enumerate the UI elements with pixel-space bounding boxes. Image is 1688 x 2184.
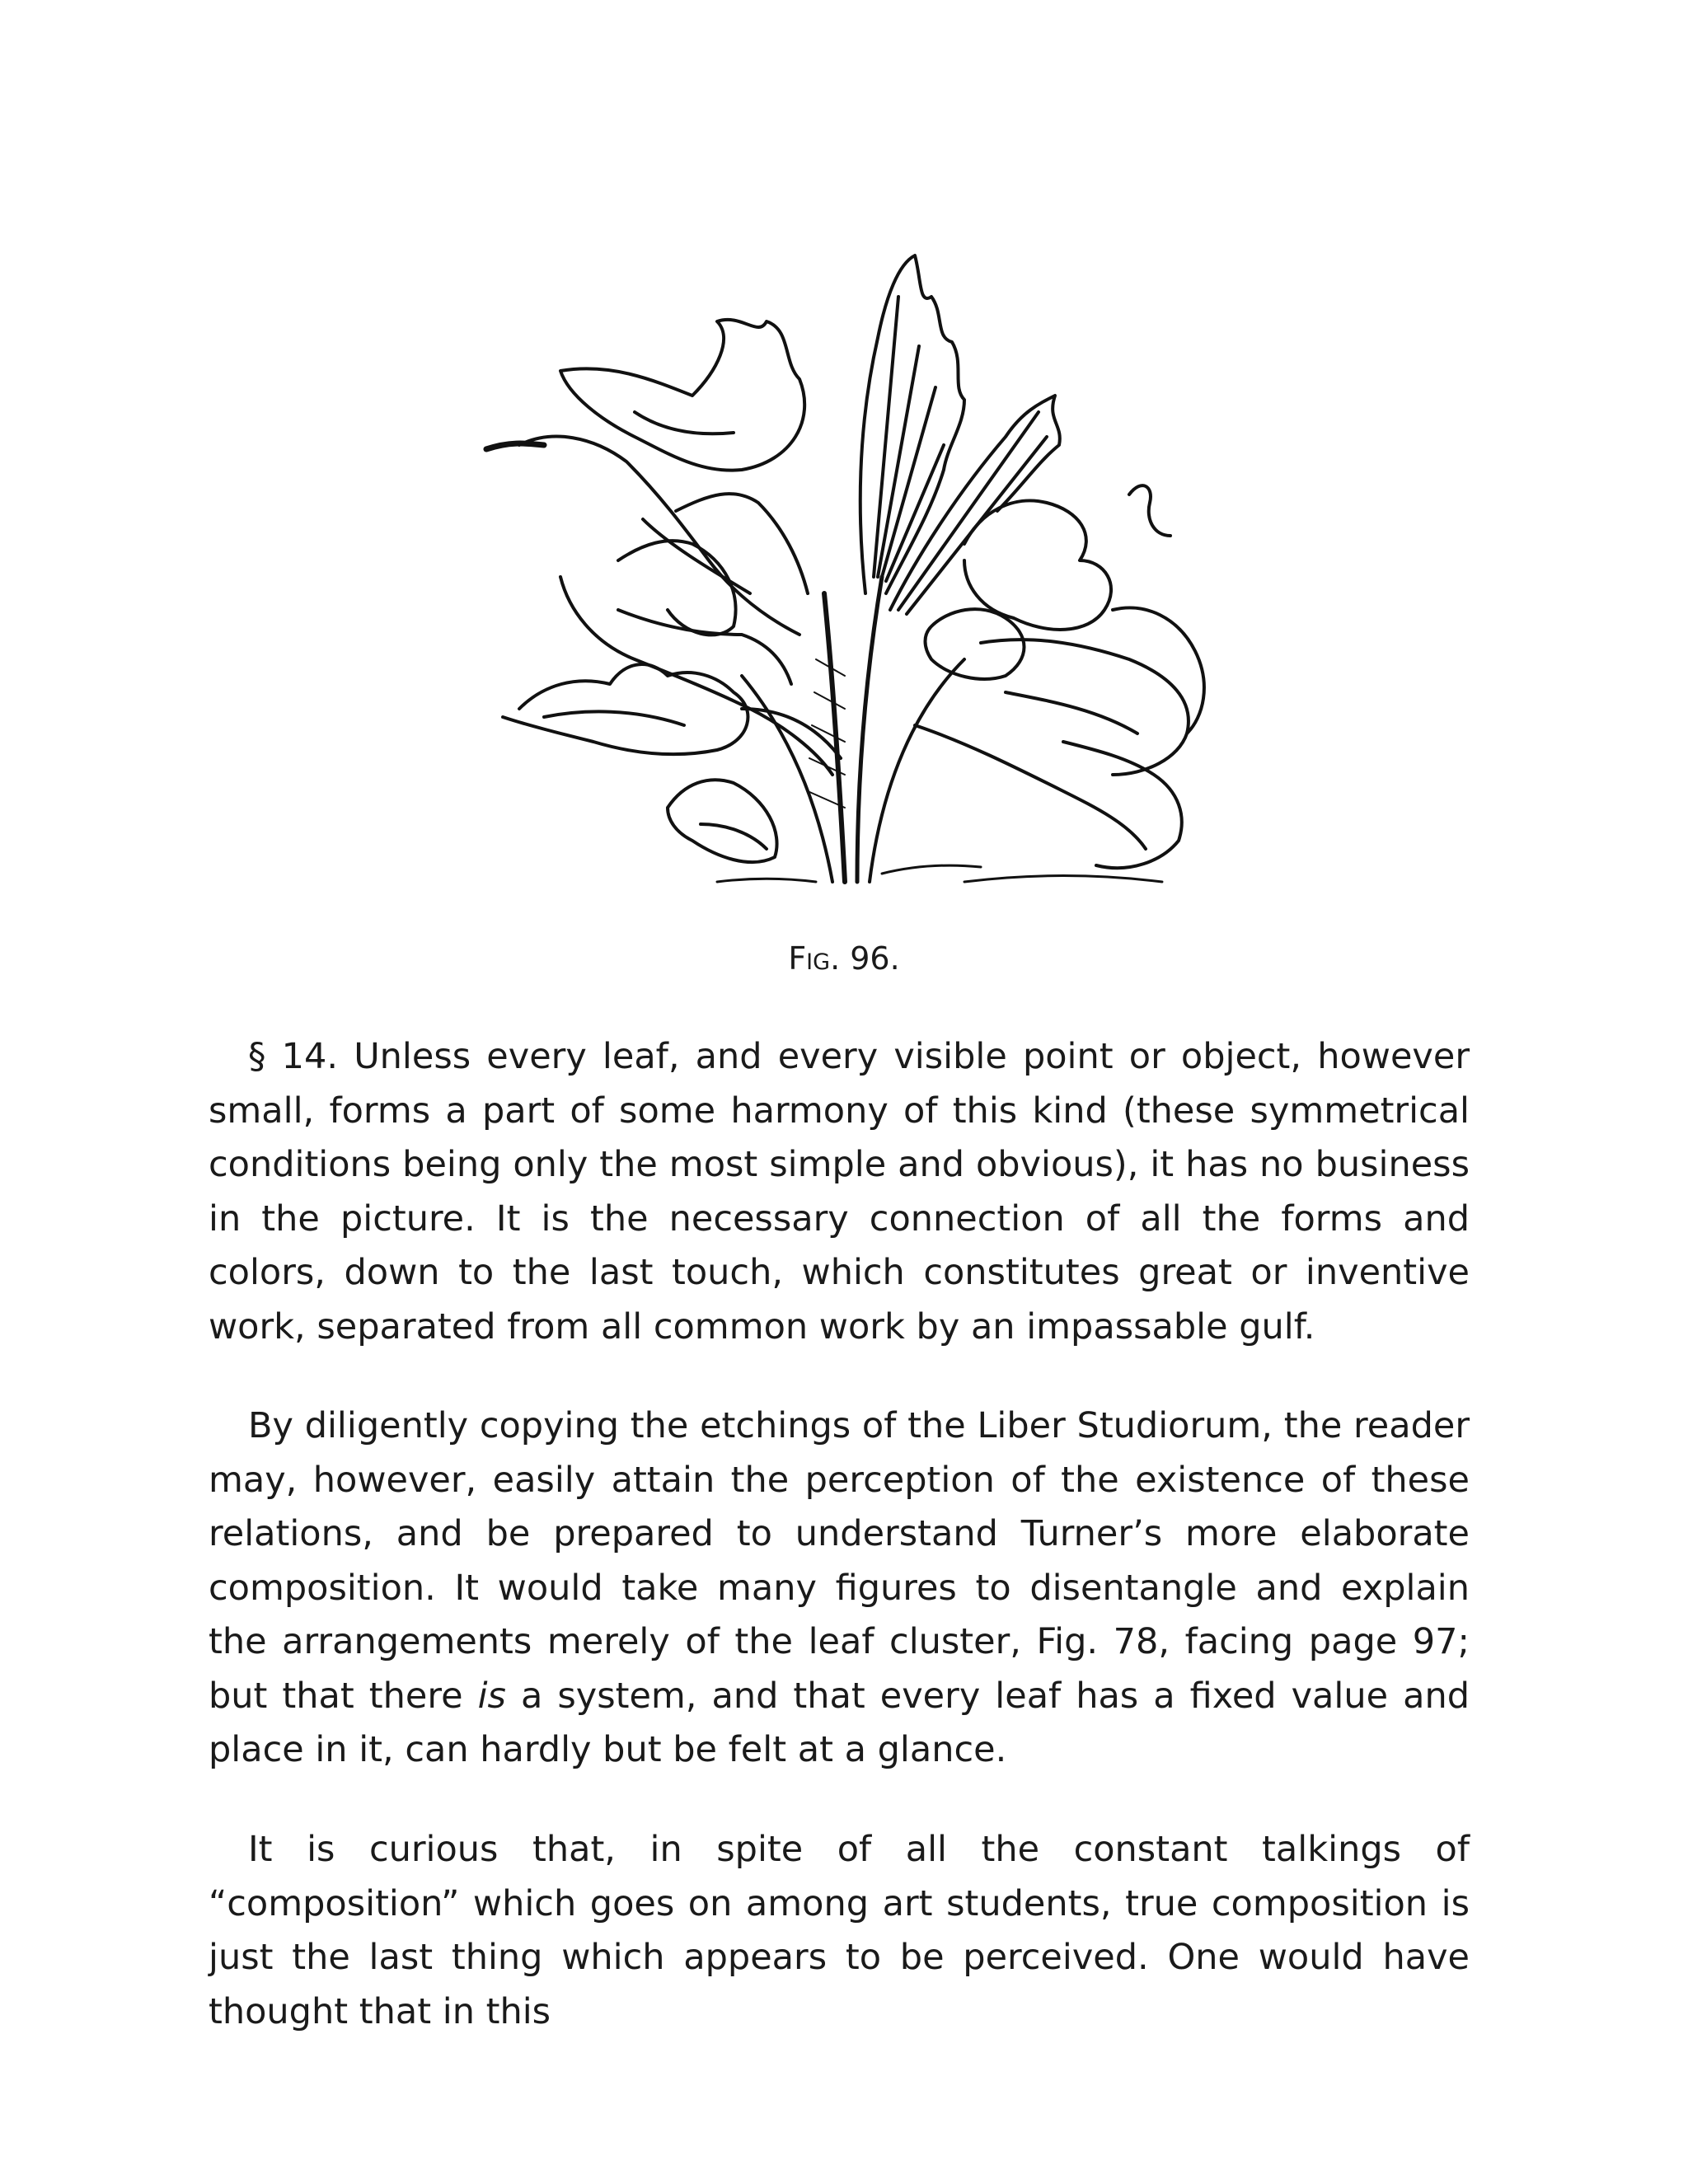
paragraph-liber-studiorum [209,1399,1470,1778]
paragraph-section-14: § 14. Unless every leaf, and every visible point or object, however small, forms a part of some harmony of this kind (these symmetrical conditions being only the most simple and obvious), it has no business in the picture. It is the necessary connection of all the forms and colors, down to the last touch, which constitutes great or inventive work, separated from all common work by an impassable gulf. [209,1036,1470,1347]
leaf-cluster-illustration [470,247,1245,931]
figure-caption-number: . 96. [830,940,900,977]
paragraph-2-text-a: By diligently copying the etchings of the Liber Studiorum, the reader may, however, easily attain the perception of the existence of these relations, and be prepared to understand Turner’s more elaborate composition. It would take many figures to disentangle and explain the arrangements merely of the leaf cluster, Fig. 78, facing page 97; but that there [209,1405,1470,1717]
figure-caption [0,938,1688,979]
paragraph-2-italic: is [477,1675,506,1717]
paragraph-composition: It is curious that, in spite of all the constant talkings of “composition” which goes on among art students, true composition is just the last thing which appears to be perceived. One would have thought that in this [209,1829,1470,2032]
paragraph-2-text-b: a system, and that every leaf has a fixed value and place in it, can hardly but be felt at a glance. [209,1675,1470,1770]
leaf-cluster-figure [470,247,1245,931]
figure-caption-prefix: Fig [788,940,831,977]
